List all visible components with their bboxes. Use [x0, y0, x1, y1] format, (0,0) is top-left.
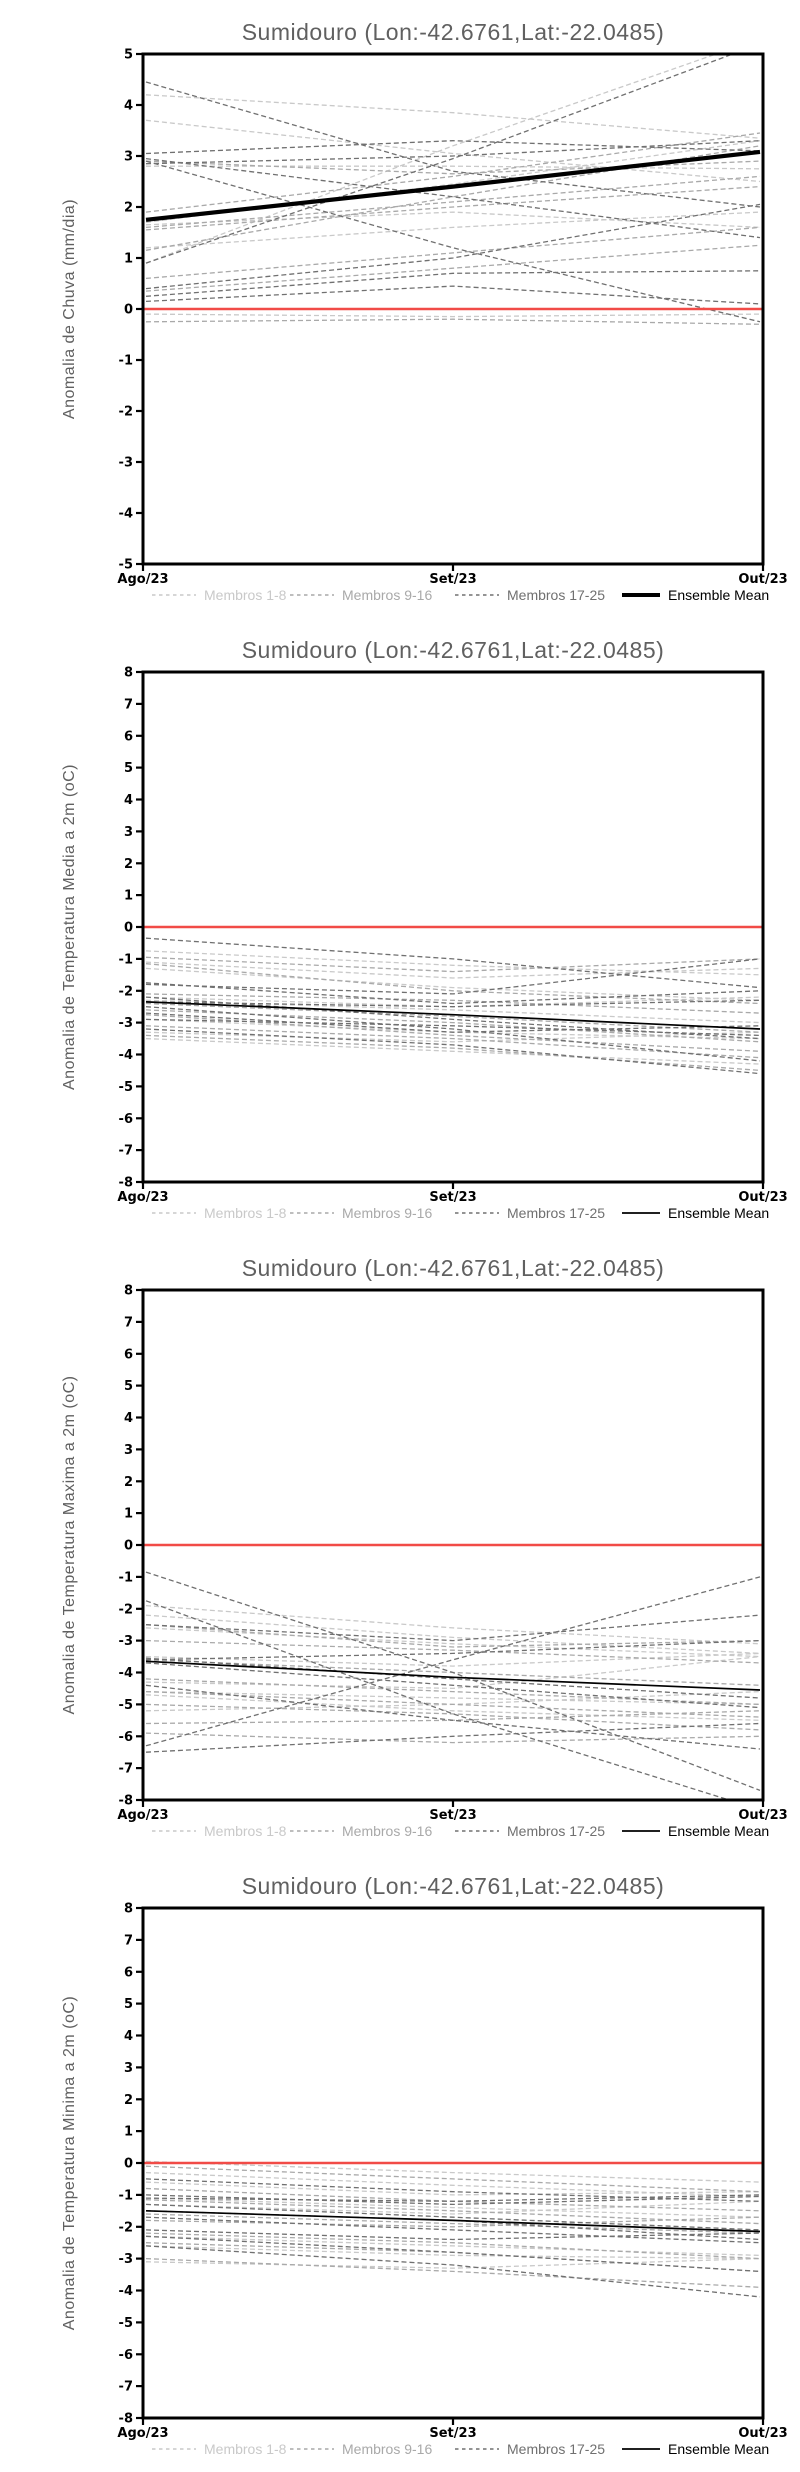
y-tick-label: -6 [118, 1729, 133, 1745]
y-tick-label: 0 [123, 920, 133, 936]
y-tick-label: 2 [123, 1474, 133, 1490]
member-line-1-8 [146, 39, 760, 263]
y-tick-label: 1 [123, 2124, 133, 2140]
x-tick-label: Out/23 [738, 1190, 788, 1205]
y-axis-label: Anomalia de Temperatura Maxima a 2m (oC) [61, 1375, 78, 1715]
y-tick-label: -5 [118, 557, 133, 573]
y-tick-label: -8 [118, 2411, 133, 2427]
y-tick-label: 7 [123, 697, 133, 713]
y-tick-label: 4 [123, 2029, 133, 2044]
legend-label-membros-1-8: Membros 1-8 [204, 1205, 287, 1221]
y-tick-label: 5 [123, 1997, 133, 2013]
y-tick-label: -6 [118, 1111, 133, 1127]
member-line-9-16 [146, 2259, 760, 2288]
y-tick-label: 8 [123, 665, 133, 681]
chart-anomalia-temperatura-maxima-svg [0, 1236, 800, 1854]
legend-label-membros-9-16: Membros 9-16 [342, 587, 433, 603]
y-tick-label: 3 [123, 824, 133, 840]
y-tick-label: 0 [123, 302, 133, 318]
y-tick-label: 5 [123, 47, 133, 63]
chart-anomalia-chuva-svg [0, 0, 800, 618]
y-tick-label: 1 [123, 888, 133, 904]
x-tick-label: Ago/23 [117, 1808, 169, 1823]
x-tick-label: Out/23 [738, 1808, 788, 1823]
chart-anomalia-temperatura-minima-svg [0, 1854, 800, 2472]
member-line-1-8 [146, 1606, 760, 1644]
member-line-9-16 [146, 1733, 760, 1743]
chart-title: Sumidouro (Lon:-42.6761,Lat:-22.0485) [241, 19, 665, 45]
y-tick-label: -5 [118, 1079, 133, 1095]
y-axis-label: Anomalia de Temperatura Media a 2m (oC) [61, 763, 78, 1091]
y-tick-label: 4 [123, 793, 133, 808]
legend-label-membros-17-25: Membros 17-25 [507, 2441, 606, 2457]
y-tick-label: 2 [123, 2092, 133, 2108]
legend-label-membros-1-8: Membros 1-8 [204, 2441, 287, 2457]
y-axis-label: Anomalia de Chuva (mm/dia) [61, 198, 78, 420]
y-tick-label: 5 [123, 1379, 133, 1395]
member-line-1-8 [146, 95, 760, 138]
y-tick-label: -5 [118, 2315, 133, 2331]
x-tick-label: Set/23 [429, 2426, 477, 2441]
member-line-1-8 [146, 314, 760, 317]
chart-anomalia-chuva [0, 0, 800, 618]
chart-title: Sumidouro (Lon:-42.6761,Lat:-22.0485) [241, 637, 665, 663]
ensemble-mean-line [146, 1002, 760, 1029]
member-line-9-16 [146, 245, 760, 291]
member-line-9-16 [146, 319, 760, 324]
y-tick-label: -6 [118, 2347, 133, 2363]
y-tick-label: -7 [118, 1761, 133, 1777]
y-tick-label: 7 [123, 1315, 133, 1331]
y-tick-label: -1 [118, 2188, 133, 2204]
legend-label-ensemble-mean: Ensemble Mean [668, 1205, 770, 1221]
legend-label-membros-17-25: Membros 17-25 [507, 1205, 606, 1221]
legend-label-membros-17-25: Membros 17-25 [507, 1823, 606, 1839]
y-tick-label: 6 [123, 1965, 133, 1981]
member-line-17-25 [146, 1663, 760, 1708]
chart-anomalia-temperatura-media [0, 618, 800, 1236]
y-tick-label: 8 [123, 1901, 133, 1917]
legend-label-membros-1-8: Membros 1-8 [204, 1823, 287, 1839]
member-line-1-8 [146, 2259, 760, 2269]
chart-anomalia-temperatura-maxima [0, 1236, 800, 1854]
x-tick-label: Out/23 [738, 572, 788, 587]
member-line-1-8 [146, 212, 760, 248]
y-tick-label: 5 [123, 761, 133, 777]
y-tick-label: 1 [123, 251, 133, 267]
y-tick-label: 4 [123, 98, 133, 114]
y-tick-label: 7 [123, 1933, 133, 1949]
legend-label-ensemble-mean: Ensemble Mean [668, 1823, 770, 1839]
y-tick-label: -1 [118, 353, 133, 369]
y-tick-label: 6 [123, 1347, 133, 1363]
chart-anomalia-temperatura-media-svg [0, 618, 800, 1236]
member-line-1-8 [146, 120, 760, 181]
y-tick-label: -2 [118, 984, 133, 1000]
legend-label-membros-17-25: Membros 17-25 [507, 587, 606, 603]
legend-label-membros-9-16: Membros 9-16 [342, 1823, 433, 1839]
y-tick-label: -1 [118, 952, 133, 968]
member-line-1-8 [146, 166, 760, 169]
member-line-17-25 [146, 159, 760, 238]
y-tick-label: -5 [118, 1697, 133, 1713]
x-tick-label: Ago/23 [117, 1190, 169, 1205]
y-axis-label: Anomalia de Temperatura Minima a 2m (oC) [61, 1995, 78, 2331]
legend-label-ensemble-mean: Ensemble Mean [668, 587, 770, 603]
legend-label-membros-1-8: Membros 1-8 [204, 587, 287, 603]
y-tick-label: 2 [123, 200, 133, 216]
member-line-9-16 [146, 227, 760, 278]
y-tick-label: 6 [123, 729, 133, 745]
y-tick-label: -2 [118, 2220, 133, 2236]
ensemble-mean-line [146, 152, 760, 220]
x-tick-label: Out/23 [738, 2426, 788, 2441]
y-tick-label: 8 [123, 1283, 133, 1299]
chart-anomalia-temperatura-minima [0, 1854, 800, 2472]
y-tick-label: 1 [123, 1506, 133, 1522]
y-tick-label: -4 [118, 506, 133, 522]
y-tick-label: 2 [123, 856, 133, 872]
y-tick-label: -4 [118, 1048, 133, 1063]
x-tick-label: Set/23 [429, 1190, 477, 1205]
x-tick-label: Ago/23 [117, 2426, 169, 2441]
x-tick-label: Ago/23 [117, 572, 169, 587]
y-tick-label: -3 [118, 2252, 133, 2268]
y-tick-label: 3 [123, 1442, 133, 1458]
member-line-9-16 [146, 2217, 760, 2227]
legend-label-membros-9-16: Membros 9-16 [342, 1205, 433, 1221]
y-tick-label: 3 [123, 2060, 133, 2076]
y-tick-label: -4 [118, 1666, 133, 1681]
y-tick-label: 3 [123, 149, 133, 165]
chart-title: Sumidouro (Lon:-42.6761,Lat:-22.0485) [241, 1873, 665, 1899]
y-tick-label: 0 [123, 2156, 133, 2172]
member-line-17-25 [146, 141, 760, 154]
y-tick-label: 0 [123, 1538, 133, 1554]
y-tick-label: -3 [118, 455, 133, 471]
x-tick-label: Set/23 [429, 1808, 477, 1823]
y-tick-label: -3 [118, 1016, 133, 1032]
x-tick-label: Set/23 [429, 572, 477, 587]
member-line-17-25 [146, 271, 760, 297]
y-tick-label: 4 [123, 1411, 133, 1426]
y-tick-label: -8 [118, 1793, 133, 1809]
chart-title: Sumidouro (Lon:-42.6761,Lat:-22.0485) [241, 1255, 665, 1281]
member-line-1-8 [146, 1692, 760, 1705]
legend-label-ensemble-mean: Ensemble Mean [668, 2441, 770, 2457]
y-tick-label: -3 [118, 1634, 133, 1650]
y-tick-label: -7 [118, 1143, 133, 1159]
y-tick-label: -2 [118, 1602, 133, 1618]
y-tick-label: -1 [118, 1570, 133, 1586]
y-tick-label: -4 [118, 2284, 133, 2299]
y-tick-label: -8 [118, 1175, 133, 1191]
y-tick-label: -7 [118, 2379, 133, 2395]
y-tick-label: -2 [118, 404, 133, 420]
legend-label-membros-9-16: Membros 9-16 [342, 2441, 433, 2457]
member-line-17-25 [146, 2230, 760, 2240]
